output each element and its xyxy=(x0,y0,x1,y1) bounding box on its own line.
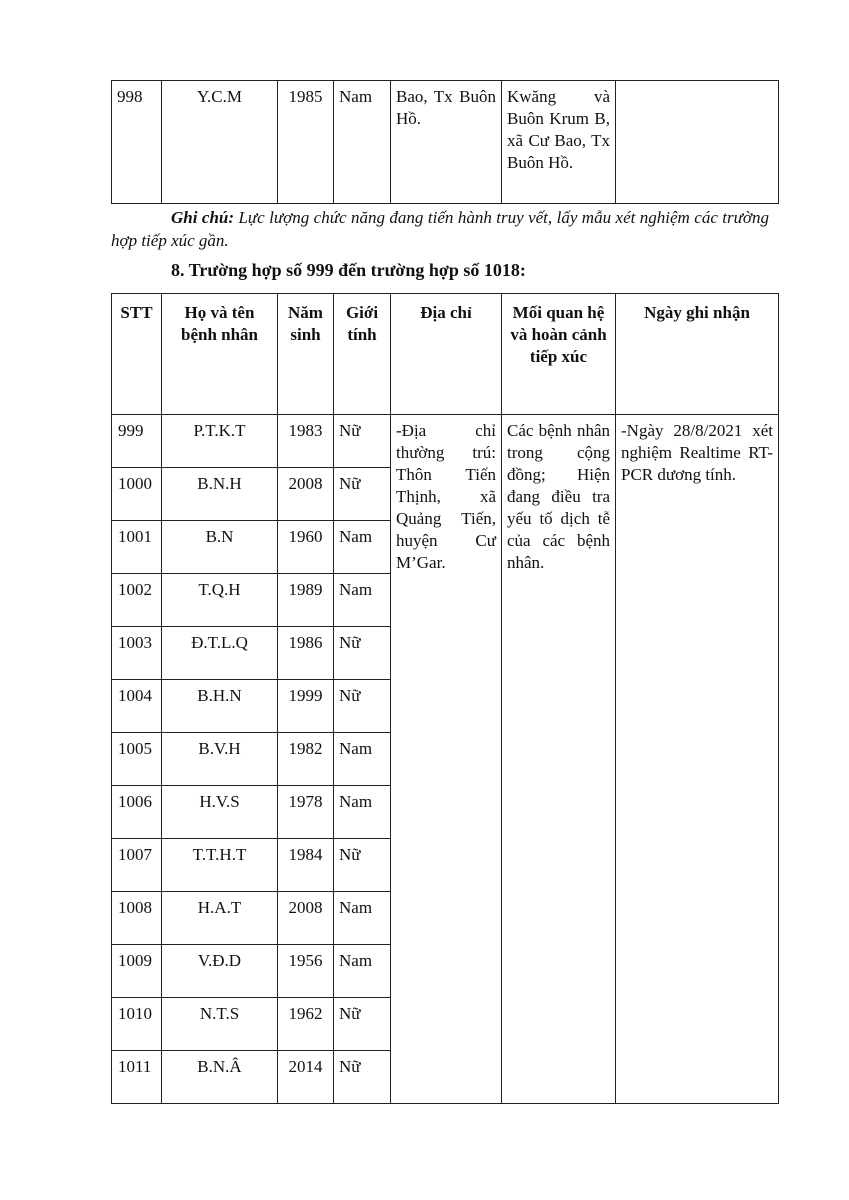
shared-date-cell: -Ngày 28/8/2021 xét nghiệm Realtime RT-PCR dương tính. xyxy=(616,415,779,1104)
stt-cell: 1011 xyxy=(112,1051,162,1104)
sex-cell: Nữ xyxy=(334,1051,391,1104)
header-address: Địa chỉ xyxy=(391,294,502,415)
stt-cell: 1008 xyxy=(112,892,162,945)
sex-cell: Nam xyxy=(334,521,391,574)
shared-address-cell: -Địa chỉ thường trú: Thôn Tiến Thịnh, xã Quảng Tiến, huyện Cư M’Gar. xyxy=(391,415,502,1104)
stt-cell: 1005 xyxy=(112,733,162,786)
birth-year-cell: 1985 xyxy=(278,81,334,204)
birth-year-cell: 1999 xyxy=(278,680,334,733)
address-cell: Bao, Tx Buôn Hồ. xyxy=(391,81,502,204)
note-label: Ghi chú: xyxy=(171,208,235,227)
stt-cell: 999 xyxy=(112,415,162,468)
birth-year-cell: 1978 xyxy=(278,786,334,839)
header-stt: STT xyxy=(112,294,162,415)
patient-name-cell: B.N xyxy=(162,521,278,574)
birth-year-cell: 1984 xyxy=(278,839,334,892)
table-header-row xyxy=(112,294,779,415)
birth-year-cell: 1962 xyxy=(278,998,334,1051)
patient-name-cell: P.T.K.T xyxy=(162,415,278,468)
birth-year-cell: 1956 xyxy=(278,945,334,998)
header-date: Ngày ghi nhận xyxy=(616,294,779,415)
sex-cell: Nữ xyxy=(334,998,391,1051)
patient-name-cell: Đ.T.L.Q xyxy=(162,627,278,680)
header-relation: Mối quan hệ và hoàn cảnh tiếp xúc xyxy=(502,294,616,415)
patient-name-cell: B.N.Â xyxy=(162,1051,278,1104)
sex-cell: Nam xyxy=(334,574,391,627)
relation-cell: Kwăng và Buôn Krum B, xã Cư Bao, Tx Buôn Hồ. xyxy=(502,81,616,204)
patient-name-cell: B.N.H xyxy=(162,468,278,521)
stt-cell: 1000 xyxy=(112,468,162,521)
patient-name-cell: N.T.S xyxy=(162,998,278,1051)
stt-cell: 998 xyxy=(112,81,162,204)
sex-cell: Nam xyxy=(334,892,391,945)
section-title: 8. Trường hợp số 999 đến trường hợp số 1018: xyxy=(171,260,526,280)
note-text: Lực lượng chức năng đang tiến hành truy vết, lấy mẫu xét nghiệm các trường hợp tiếp xúc gần. xyxy=(111,208,769,250)
birth-year-cell: 2008 xyxy=(278,892,334,945)
sex-cell: Nữ xyxy=(334,680,391,733)
birth-year-cell: 1960 xyxy=(278,521,334,574)
header-year: Năm sinh xyxy=(278,294,334,415)
stt-cell: 1009 xyxy=(112,945,162,998)
stt-cell: 1007 xyxy=(112,839,162,892)
sex-cell: Nam xyxy=(334,81,391,204)
patient-name-cell: Y.C.M xyxy=(162,81,278,204)
birth-year-cell: 1982 xyxy=(278,733,334,786)
sex-cell: Nam xyxy=(334,945,391,998)
stt-cell: 1003 xyxy=(112,627,162,680)
cases-table xyxy=(111,293,779,1104)
patient-name-cell: B.V.H xyxy=(162,733,278,786)
patient-name-cell: B.H.N xyxy=(162,680,278,733)
case-rows xyxy=(112,415,779,1104)
sex-cell: Nữ xyxy=(334,839,391,892)
header-sex: Giới tính xyxy=(334,294,391,415)
patient-name-cell: V.Đ.D xyxy=(162,945,278,998)
birth-year-cell: 1986 xyxy=(278,627,334,680)
stt-cell: 1004 xyxy=(112,680,162,733)
stt-cell: 1006 xyxy=(112,786,162,839)
header-name: Họ và tên bệnh nhân xyxy=(162,294,278,415)
previous-case-table xyxy=(111,80,779,204)
patient-name-cell: T.Q.H xyxy=(162,574,278,627)
birth-year-cell: 2014 xyxy=(278,1051,334,1104)
note-paragraph xyxy=(111,206,769,252)
birth-year-cell: 1989 xyxy=(278,574,334,627)
birth-year-cell: 1983 xyxy=(278,415,334,468)
sex-cell: Nam xyxy=(334,733,391,786)
sex-cell: Nữ xyxy=(334,415,391,468)
stt-cell: 1001 xyxy=(112,521,162,574)
patient-name-cell: H.V.S xyxy=(162,786,278,839)
stt-cell: 1010 xyxy=(112,998,162,1051)
sex-cell: Nữ xyxy=(334,468,391,521)
shared-relation-cell: Các bệnh nhân trong cộng đồng; Hiện đang điều tra yếu tố dịch tễ của các bệnh nhân. xyxy=(502,415,616,1104)
sex-cell: Nam xyxy=(334,786,391,839)
date-cell xyxy=(616,81,779,204)
patient-name-cell: H.A.T xyxy=(162,892,278,945)
table-row xyxy=(112,81,779,204)
table-row xyxy=(112,415,779,468)
stt-cell: 1002 xyxy=(112,574,162,627)
sex-cell: Nữ xyxy=(334,627,391,680)
birth-year-cell: 2008 xyxy=(278,468,334,521)
patient-name-cell: T.T.H.T xyxy=(162,839,278,892)
